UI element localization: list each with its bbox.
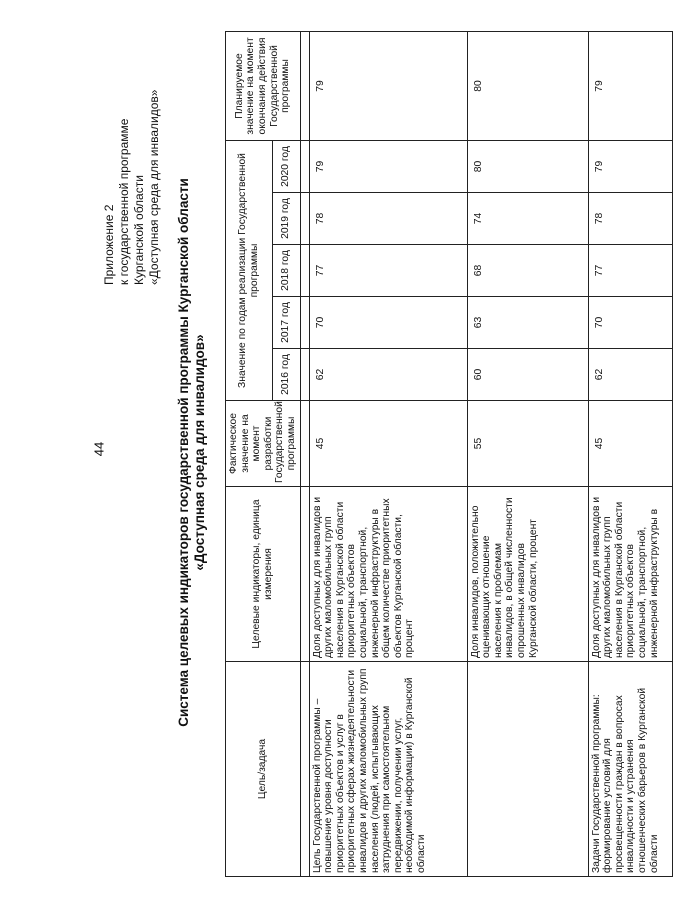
table-row bbox=[309, 31, 467, 876]
appendix-note bbox=[102, 25, 162, 285]
page-number: 44 bbox=[91, 441, 107, 457]
header-year: 2018 год bbox=[272, 245, 300, 297]
indicator-cell: Доля доступных для инвалидов и других маломобильных групп населения в Курганской области приоритетных объектов социальной, транспортной, инженерной инфраструктуры в общем количестве приоритетных объектов Курганской области, процент bbox=[309, 487, 467, 662]
appendix-line: «Доступная среда для инвалидов» bbox=[147, 89, 161, 285]
appendix-line: Курганской области bbox=[132, 175, 146, 285]
table-row bbox=[300, 31, 309, 876]
planned-value-cell: 79 bbox=[309, 31, 467, 140]
year-value-cell: 78 bbox=[309, 193, 467, 245]
document-title bbox=[176, 0, 208, 905]
appendix-line: к государственной программе bbox=[117, 118, 131, 285]
header-values-by-year: Значение по годам реализации Государственной программы bbox=[226, 140, 273, 400]
goal-cell: Цель Государственной программы – повышение уровня доступности приоритетных объектов и услуг в приоритетных сферах жизнедеятельности инвалидов и других маломобильных групп населения (людей, испытывающих затруднения при самостоятельном передвижении, получении услуг, необходимой информации) в Курганской области bbox=[309, 662, 467, 877]
actual-value-cell: 45 bbox=[309, 401, 467, 487]
header-goal: Цель/задача bbox=[226, 662, 301, 877]
header-row bbox=[226, 31, 273, 876]
indicator-cell: Доля инвалидов, положительно оценивающих отношение населения к проблемам инвалидов, в общей численности опрошенных инвалидов Курганской области, процент bbox=[467, 487, 588, 662]
header-year: 2020 год bbox=[272, 140, 300, 192]
year-value-cell: 62 bbox=[309, 349, 467, 401]
year-value-cell: 79 bbox=[588, 140, 672, 192]
indicator-cell: Доля доступных для инвалидов и других маломобильных групп населения в Курганской области приоритетных объектов социальной, транспортной, инженерной инфраструктуры в bbox=[588, 487, 672, 662]
year-value-cell: 79 bbox=[309, 140, 467, 192]
table-row bbox=[588, 31, 672, 876]
goal-cell: Задачи Государственной программы: формирование условий для просвещенности граждан в вопросах инвалидности и устранения отношенческих барьеров в Курганской области bbox=[588, 662, 672, 877]
table-row bbox=[467, 31, 588, 876]
goal-cell bbox=[467, 662, 588, 877]
year-value-cell: 68 bbox=[467, 245, 588, 297]
year-value-cell: 74 bbox=[467, 193, 588, 245]
year-value-cell: 77 bbox=[309, 245, 467, 297]
planned-value-cell: 80 bbox=[467, 31, 588, 140]
title-line: Система целевых индикаторов государственной программы Курганской области bbox=[176, 178, 191, 727]
header-year: 2017 год bbox=[272, 297, 300, 349]
header-year: 2016 год bbox=[272, 349, 300, 401]
planned-value-cell: 79 bbox=[588, 31, 672, 140]
actual-value-cell: 55 bbox=[467, 401, 588, 487]
header-indicator: Целевые индикаторы, единица измерения bbox=[226, 487, 301, 662]
indicators-table bbox=[225, 31, 673, 877]
header-planned-value: Планируемое значение на момент окончания действия Государственной программы bbox=[226, 31, 301, 140]
year-value-cell: 70 bbox=[588, 297, 672, 349]
header-actual-value: Фактическое значение на момент разработки Государственной программы bbox=[226, 401, 301, 487]
header-year: 2019 год bbox=[272, 193, 300, 245]
year-value-cell: 62 bbox=[588, 349, 672, 401]
year-value-cell: 70 bbox=[309, 297, 467, 349]
year-value-cell: 80 bbox=[467, 140, 588, 192]
year-value-cell: 63 bbox=[467, 297, 588, 349]
actual-value-cell: 45 bbox=[588, 401, 672, 487]
appendix-line: Приложение 2 bbox=[102, 204, 116, 285]
title-line: «Доступная среда для инвалидов» bbox=[192, 334, 207, 571]
year-value-cell: 60 bbox=[467, 349, 588, 401]
year-value-cell: 78 bbox=[588, 193, 672, 245]
year-value-cell: 77 bbox=[588, 245, 672, 297]
